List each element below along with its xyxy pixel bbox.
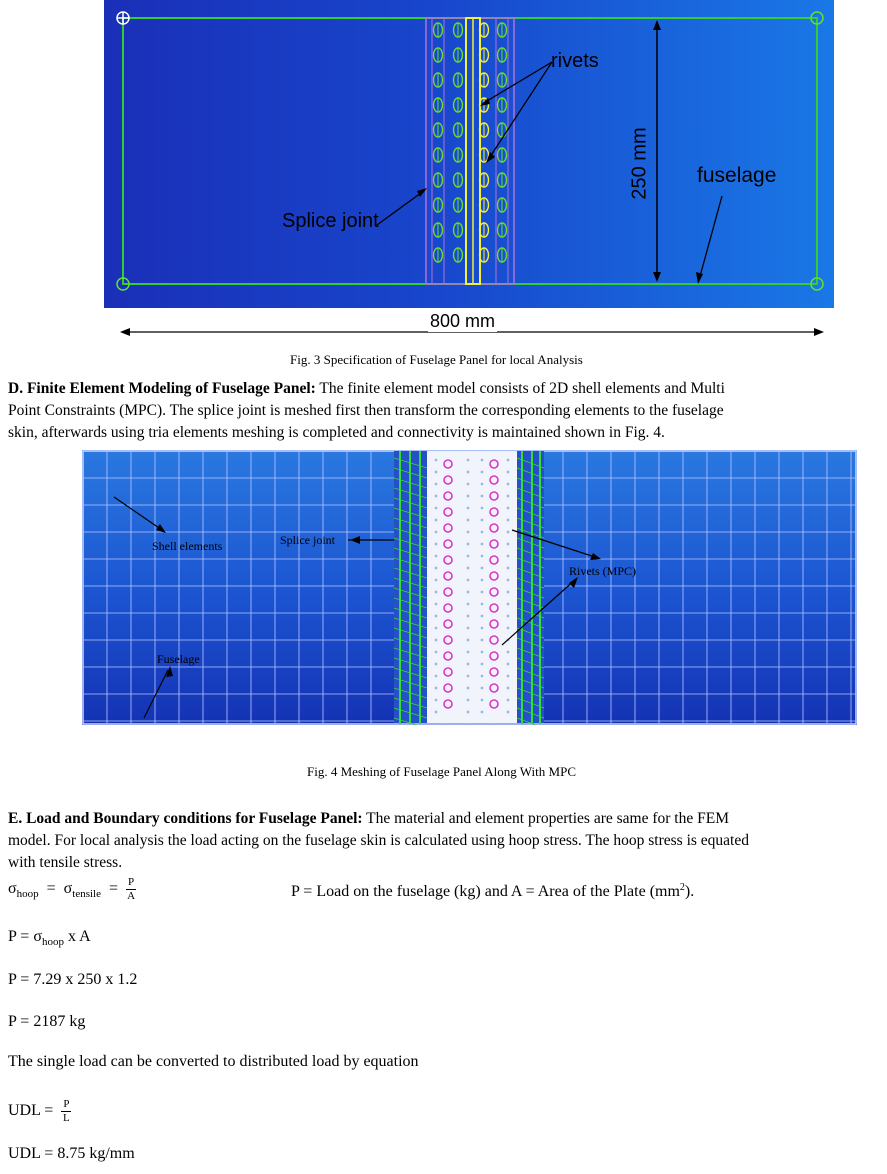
mesh-node	[507, 531, 510, 534]
mesh-node	[467, 711, 470, 714]
mesh-node	[481, 471, 484, 474]
mesh-node	[481, 567, 484, 570]
sigma-symbol: σ	[63, 880, 73, 898]
mesh-node	[435, 663, 438, 666]
fraction-p-over-a	[126, 876, 136, 903]
mesh-node	[507, 483, 510, 486]
mesh-node	[507, 543, 510, 546]
numerator: P	[63, 1098, 70, 1110]
fig3-height-label: 250 mm	[628, 127, 651, 200]
mesh-node	[467, 639, 470, 642]
mesh-node	[507, 687, 510, 690]
udl-text: The single load can be converted to distributed load by equation	[8, 1053, 419, 1070]
mesh-node	[507, 567, 510, 570]
fig3-width-label: 800 mm	[430, 311, 496, 331]
mesh-node	[467, 627, 470, 630]
mesh-node	[481, 507, 484, 510]
mesh-node	[481, 615, 484, 618]
mesh-node	[467, 663, 470, 666]
equation-p-values: P = 7.29 x 250 x 1.2	[8, 971, 138, 988]
fig4-rivets-label: Rivets (MPC)	[569, 564, 637, 578]
equation-definition	[291, 882, 694, 901]
fig4-fuselage-label: Fuselage	[157, 652, 200, 666]
mesh-node	[467, 495, 470, 498]
mesh-node	[435, 471, 438, 474]
mesh-node	[435, 699, 438, 702]
fig3-rivets-label: rivets	[551, 50, 599, 72]
numerator: P	[128, 876, 135, 888]
equation-udl-result: UDL = 8.75 kg/mm	[8, 1145, 135, 1162]
mesh-node	[435, 543, 438, 546]
equals-sign: =	[46, 880, 56, 898]
mesh-node	[467, 699, 470, 702]
denominator: L	[63, 1112, 70, 1124]
mesh-node	[507, 711, 510, 714]
mesh-node	[467, 507, 470, 510]
mesh-node	[507, 507, 510, 510]
mesh-node	[507, 591, 510, 594]
definition-end: ).	[684, 883, 695, 900]
mesh-node	[467, 579, 470, 582]
mesh-node	[507, 579, 510, 582]
mesh-node	[481, 555, 484, 558]
mesh-node	[507, 615, 510, 618]
tensile-subscript: tensile	[72, 888, 101, 901]
section-e-line1: The material and element properties are same for the FEM	[362, 810, 729, 827]
sigma-symbol: σ	[8, 880, 17, 898]
mesh-node	[481, 699, 484, 702]
equals-sign: =	[109, 880, 119, 898]
mesh-node	[435, 507, 438, 510]
mesh-node	[467, 603, 470, 606]
mesh-node	[507, 555, 510, 558]
section-d-line2: Point Constraints (MPC). The splice joint is meshed first then transform the corresponding elements to the fuselage	[8, 402, 724, 419]
sigma-symbol: σ	[33, 928, 42, 945]
mesh-node	[467, 555, 470, 558]
hoop-subscript: hoop	[16, 888, 39, 901]
mesh-node	[481, 675, 484, 678]
mesh-node	[467, 471, 470, 474]
fig4-image	[82, 450, 857, 725]
mesh-node	[467, 651, 470, 654]
mesh-node	[435, 675, 438, 678]
equation-p-hoop	[8, 928, 91, 948]
mesh-node	[481, 531, 484, 534]
fig3-fuselage-label: fuselage	[697, 164, 777, 187]
fig3-splice-label: Splice joint	[282, 210, 379, 232]
eq2-suffix: x A	[63, 928, 91, 945]
mesh-node	[507, 519, 510, 522]
mesh-node	[467, 687, 470, 690]
fig4-shell-label: Shell elements	[152, 539, 223, 553]
mesh-node	[507, 675, 510, 678]
mesh-node	[435, 555, 438, 558]
mesh-node	[481, 591, 484, 594]
mesh-node	[507, 627, 510, 630]
mesh-node	[467, 543, 470, 546]
mesh-node	[435, 591, 438, 594]
mesh-node	[507, 471, 510, 474]
section-e-paragraph	[8, 808, 749, 874]
mesh-node	[481, 495, 484, 498]
mesh-node	[435, 579, 438, 582]
fig4-splice-label: Splice joint	[280, 533, 335, 547]
mesh-node	[467, 483, 470, 486]
mesh-node	[481, 459, 484, 462]
mesh-node	[435, 531, 438, 534]
section-e-heading: E. Load and Boundary conditions for Fuselage Panel:	[8, 810, 363, 827]
mesh-node	[435, 459, 438, 462]
mesh-node	[467, 459, 470, 462]
mesh-node	[435, 483, 438, 486]
hoop-subscript: hoop	[41, 936, 64, 948]
mesh-node	[467, 519, 470, 522]
section-e-line3: with tensile stress.	[8, 854, 123, 871]
section-d-line3: skin, afterwards using tria elements meshing is completed and connectivity is maintained shown in Fig. 4.	[8, 424, 665, 441]
fig3-image	[104, 0, 834, 308]
mesh-node	[435, 639, 438, 642]
section-e-line2: model. For local analysis the load acting on the fuselage skin is calculated using hoop stress. The hoop stress is equated	[8, 832, 749, 849]
mesh-node	[435, 687, 438, 690]
mesh-node	[435, 615, 438, 618]
mesh-node	[481, 627, 484, 630]
mesh-node	[435, 519, 438, 522]
mesh-node	[435, 567, 438, 570]
section-d-paragraph	[8, 378, 725, 444]
section-d-heading: D. Finite Element Modeling of Fuselage Panel:	[8, 380, 316, 397]
fig4-caption: Fig. 4 Meshing of Fuselage Panel Along With MPC	[307, 764, 576, 779]
mesh-node	[507, 603, 510, 606]
fig3-drawing	[104, 0, 834, 308]
denominator: A	[127, 890, 136, 902]
fig3-caption: Fig. 3 Specification of Fuselage Panel for local Analysis	[290, 352, 583, 367]
mesh-node	[467, 591, 470, 594]
equation-hoop	[8, 876, 136, 903]
mesh-node	[435, 651, 438, 654]
mesh-node	[435, 495, 438, 498]
section-d-line1: The finite element model consists of 2D shell elements and Multi	[315, 380, 725, 397]
eq2-prefix: P =	[8, 928, 34, 945]
mesh-node	[481, 519, 484, 522]
fig4-drawing	[82, 450, 857, 725]
mesh-node	[467, 675, 470, 678]
mesh-node	[481, 483, 484, 486]
mesh-node	[481, 651, 484, 654]
fraction-p-over-l	[61, 1098, 71, 1125]
mesh-node	[467, 567, 470, 570]
udl-prefix: UDL =	[8, 1102, 58, 1120]
mesh-node	[435, 603, 438, 606]
mesh-node	[481, 603, 484, 606]
mesh-node	[467, 615, 470, 618]
mesh-node	[481, 639, 484, 642]
mesh-node	[481, 579, 484, 582]
mesh-node	[481, 543, 484, 546]
equation-p-result: P = 2187 kg	[8, 1013, 86, 1030]
mesh-node	[435, 627, 438, 630]
mesh-node	[481, 687, 484, 690]
mesh-node	[507, 651, 510, 654]
mesh-node	[435, 711, 438, 714]
definition-superscript: 2	[679, 882, 685, 893]
mesh-node	[507, 663, 510, 666]
mesh-node	[507, 495, 510, 498]
equation-udl	[8, 1098, 71, 1125]
definition-text: P = Load on the fuselage (kg) and A = Area of the Plate (mm	[291, 883, 680, 900]
mesh-node	[507, 699, 510, 702]
mesh-node	[467, 531, 470, 534]
mesh-node	[481, 663, 484, 666]
mesh-node	[481, 711, 484, 714]
mesh-node	[507, 459, 510, 462]
